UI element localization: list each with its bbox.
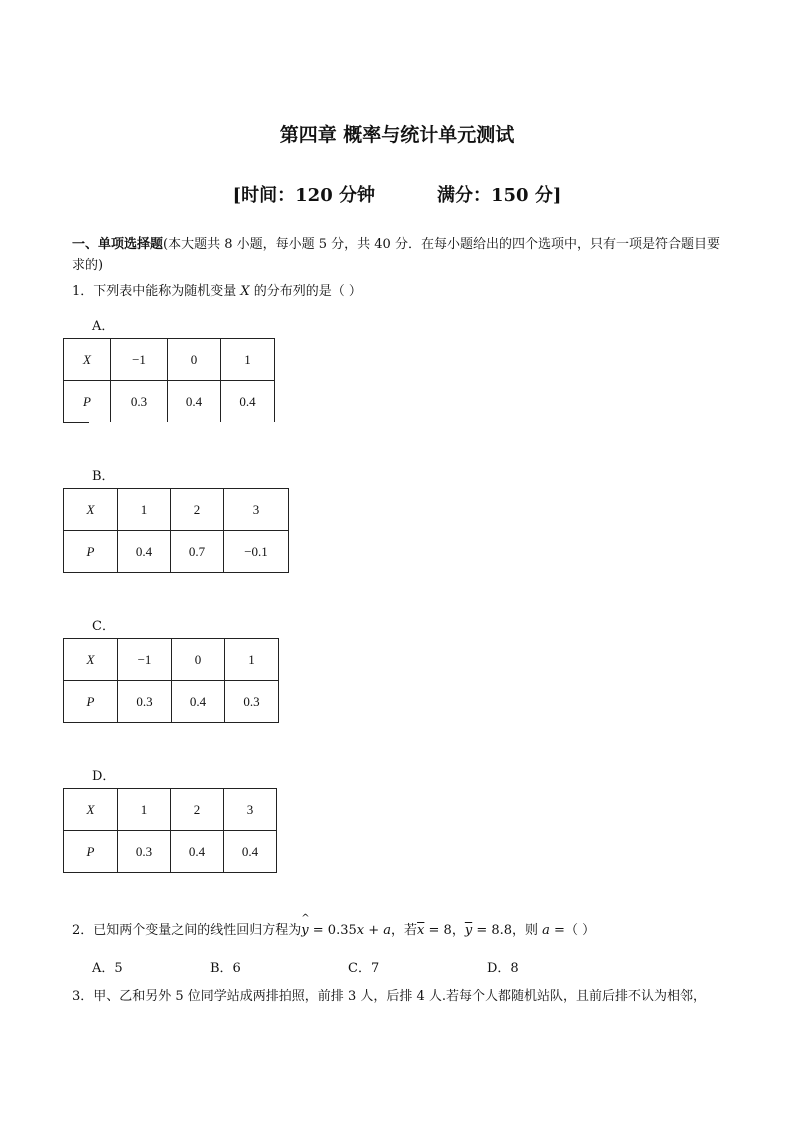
table-cell: P bbox=[64, 681, 118, 723]
table-cell: X bbox=[64, 489, 118, 531]
option-b-label: B． bbox=[92, 469, 115, 484]
table-cell: 1 bbox=[221, 339, 275, 381]
table-cell: −1 bbox=[111, 339, 168, 381]
table-cell: 1 bbox=[118, 789, 171, 831]
question-3: 3．甲、乙和另外 5 位同学站成两排拍照，前排 3 人，后排 4 人.若每个人都随机站队，且前后排不认为相邻， bbox=[72, 989, 707, 1004]
exam-time: [时间：120 分钟 bbox=[232, 185, 375, 206]
table-cell: 2 bbox=[171, 789, 224, 831]
q2-stem: 2．已知两个变量之间的线性回归方程为 bbox=[72, 923, 302, 938]
table-cell: 0.4 bbox=[171, 831, 224, 873]
table-row bbox=[64, 789, 277, 831]
section-instructions: (本大题共 8 小题，每小题 5 分，共 40 分．在每小题给出的四个选项中，只有一项是符合题目要求的) bbox=[72, 237, 720, 273]
y-bar: $\overline{y}$ bbox=[464, 923, 473, 938]
q1-stem: 1．下列表中能称为随机变量 bbox=[72, 284, 241, 299]
table-cell: 0.3 bbox=[111, 381, 168, 423]
question-2 bbox=[72, 913, 596, 940]
x-var: x bbox=[356, 923, 365, 938]
a-var: a bbox=[383, 923, 392, 938]
table-cell: −0.1 bbox=[224, 531, 289, 573]
table-row bbox=[64, 381, 275, 423]
table-cell: P bbox=[64, 531, 118, 573]
option-a-label: A． bbox=[92, 319, 115, 334]
table-row bbox=[64, 639, 279, 681]
table-cell: 0.3 bbox=[118, 681, 172, 723]
table-cell: P bbox=[64, 831, 118, 873]
y-hat bbox=[301, 913, 310, 938]
q1-var: X bbox=[240, 284, 250, 299]
table-row bbox=[64, 531, 289, 573]
q2-tail: =（ ） bbox=[549, 923, 596, 938]
table-cell: P bbox=[64, 381, 111, 423]
exam-score: 满分：150 分] bbox=[437, 185, 562, 206]
q1-stem-end: 的分布列的是（ ） bbox=[249, 284, 362, 299]
table-row bbox=[64, 339, 275, 381]
y-var: y bbox=[301, 923, 309, 938]
table-cell: 0.3 bbox=[118, 831, 171, 873]
option-c-table bbox=[63, 638, 279, 723]
table-row bbox=[64, 681, 279, 723]
option-c-label: C． bbox=[92, 619, 115, 634]
table-cell: X bbox=[64, 339, 111, 381]
x-bar: $\overline{x}$ bbox=[417, 923, 425, 938]
table-cell: 2 bbox=[171, 489, 224, 531]
q2-cond-ybar-value: = 8.8，则 bbox=[472, 923, 543, 938]
table-cell: 3 bbox=[224, 489, 289, 531]
option-d-table bbox=[63, 788, 277, 873]
table-cell: X bbox=[64, 789, 118, 831]
table-cell: 0.4 bbox=[118, 531, 171, 573]
table-row bbox=[64, 489, 289, 531]
table-cell: 0.4 bbox=[221, 381, 275, 423]
choice-b: B．6 bbox=[210, 961, 241, 976]
plus-sign: + bbox=[364, 923, 384, 938]
table-cell: 0.4 bbox=[168, 381, 221, 423]
table-cell: 0.7 bbox=[171, 531, 224, 573]
table-cell: 0 bbox=[168, 339, 221, 381]
q2-cond-xbar-value: = 8， bbox=[424, 923, 465, 938]
option-a-table bbox=[63, 338, 275, 422]
section-heading bbox=[72, 234, 732, 276]
table-cell: 1 bbox=[225, 639, 279, 681]
choice-a: A．5 bbox=[92, 961, 123, 976]
section-title: 一、单项选择题 bbox=[72, 237, 164, 252]
table-row bbox=[64, 831, 277, 873]
page-title: 第四章 概率与统计单元测试 bbox=[279, 124, 515, 146]
a-var: a bbox=[542, 923, 550, 938]
table-cell: 3 bbox=[224, 789, 277, 831]
choice-d: D．8 bbox=[487, 961, 519, 976]
option-b-table bbox=[63, 488, 289, 573]
table-cell: −1 bbox=[118, 639, 172, 681]
table-cell: 0.4 bbox=[224, 831, 277, 873]
q2-cond-start: ，若 bbox=[391, 923, 418, 938]
table-fragment-line bbox=[63, 422, 89, 423]
exam-time-score bbox=[0, 181, 794, 207]
question-1 bbox=[72, 283, 362, 301]
choice-c: C．7 bbox=[348, 961, 380, 976]
table-cell: 0.3 bbox=[225, 681, 279, 723]
table-cell: 0.4 bbox=[172, 681, 225, 723]
q2-coef: = 0.35 bbox=[308, 923, 357, 938]
table-cell: X bbox=[64, 639, 118, 681]
table-cell: 1 bbox=[118, 489, 171, 531]
table-cell: 0 bbox=[172, 639, 225, 681]
hat-symbol: ^ bbox=[301, 913, 310, 924]
option-d-label: D． bbox=[92, 769, 116, 784]
